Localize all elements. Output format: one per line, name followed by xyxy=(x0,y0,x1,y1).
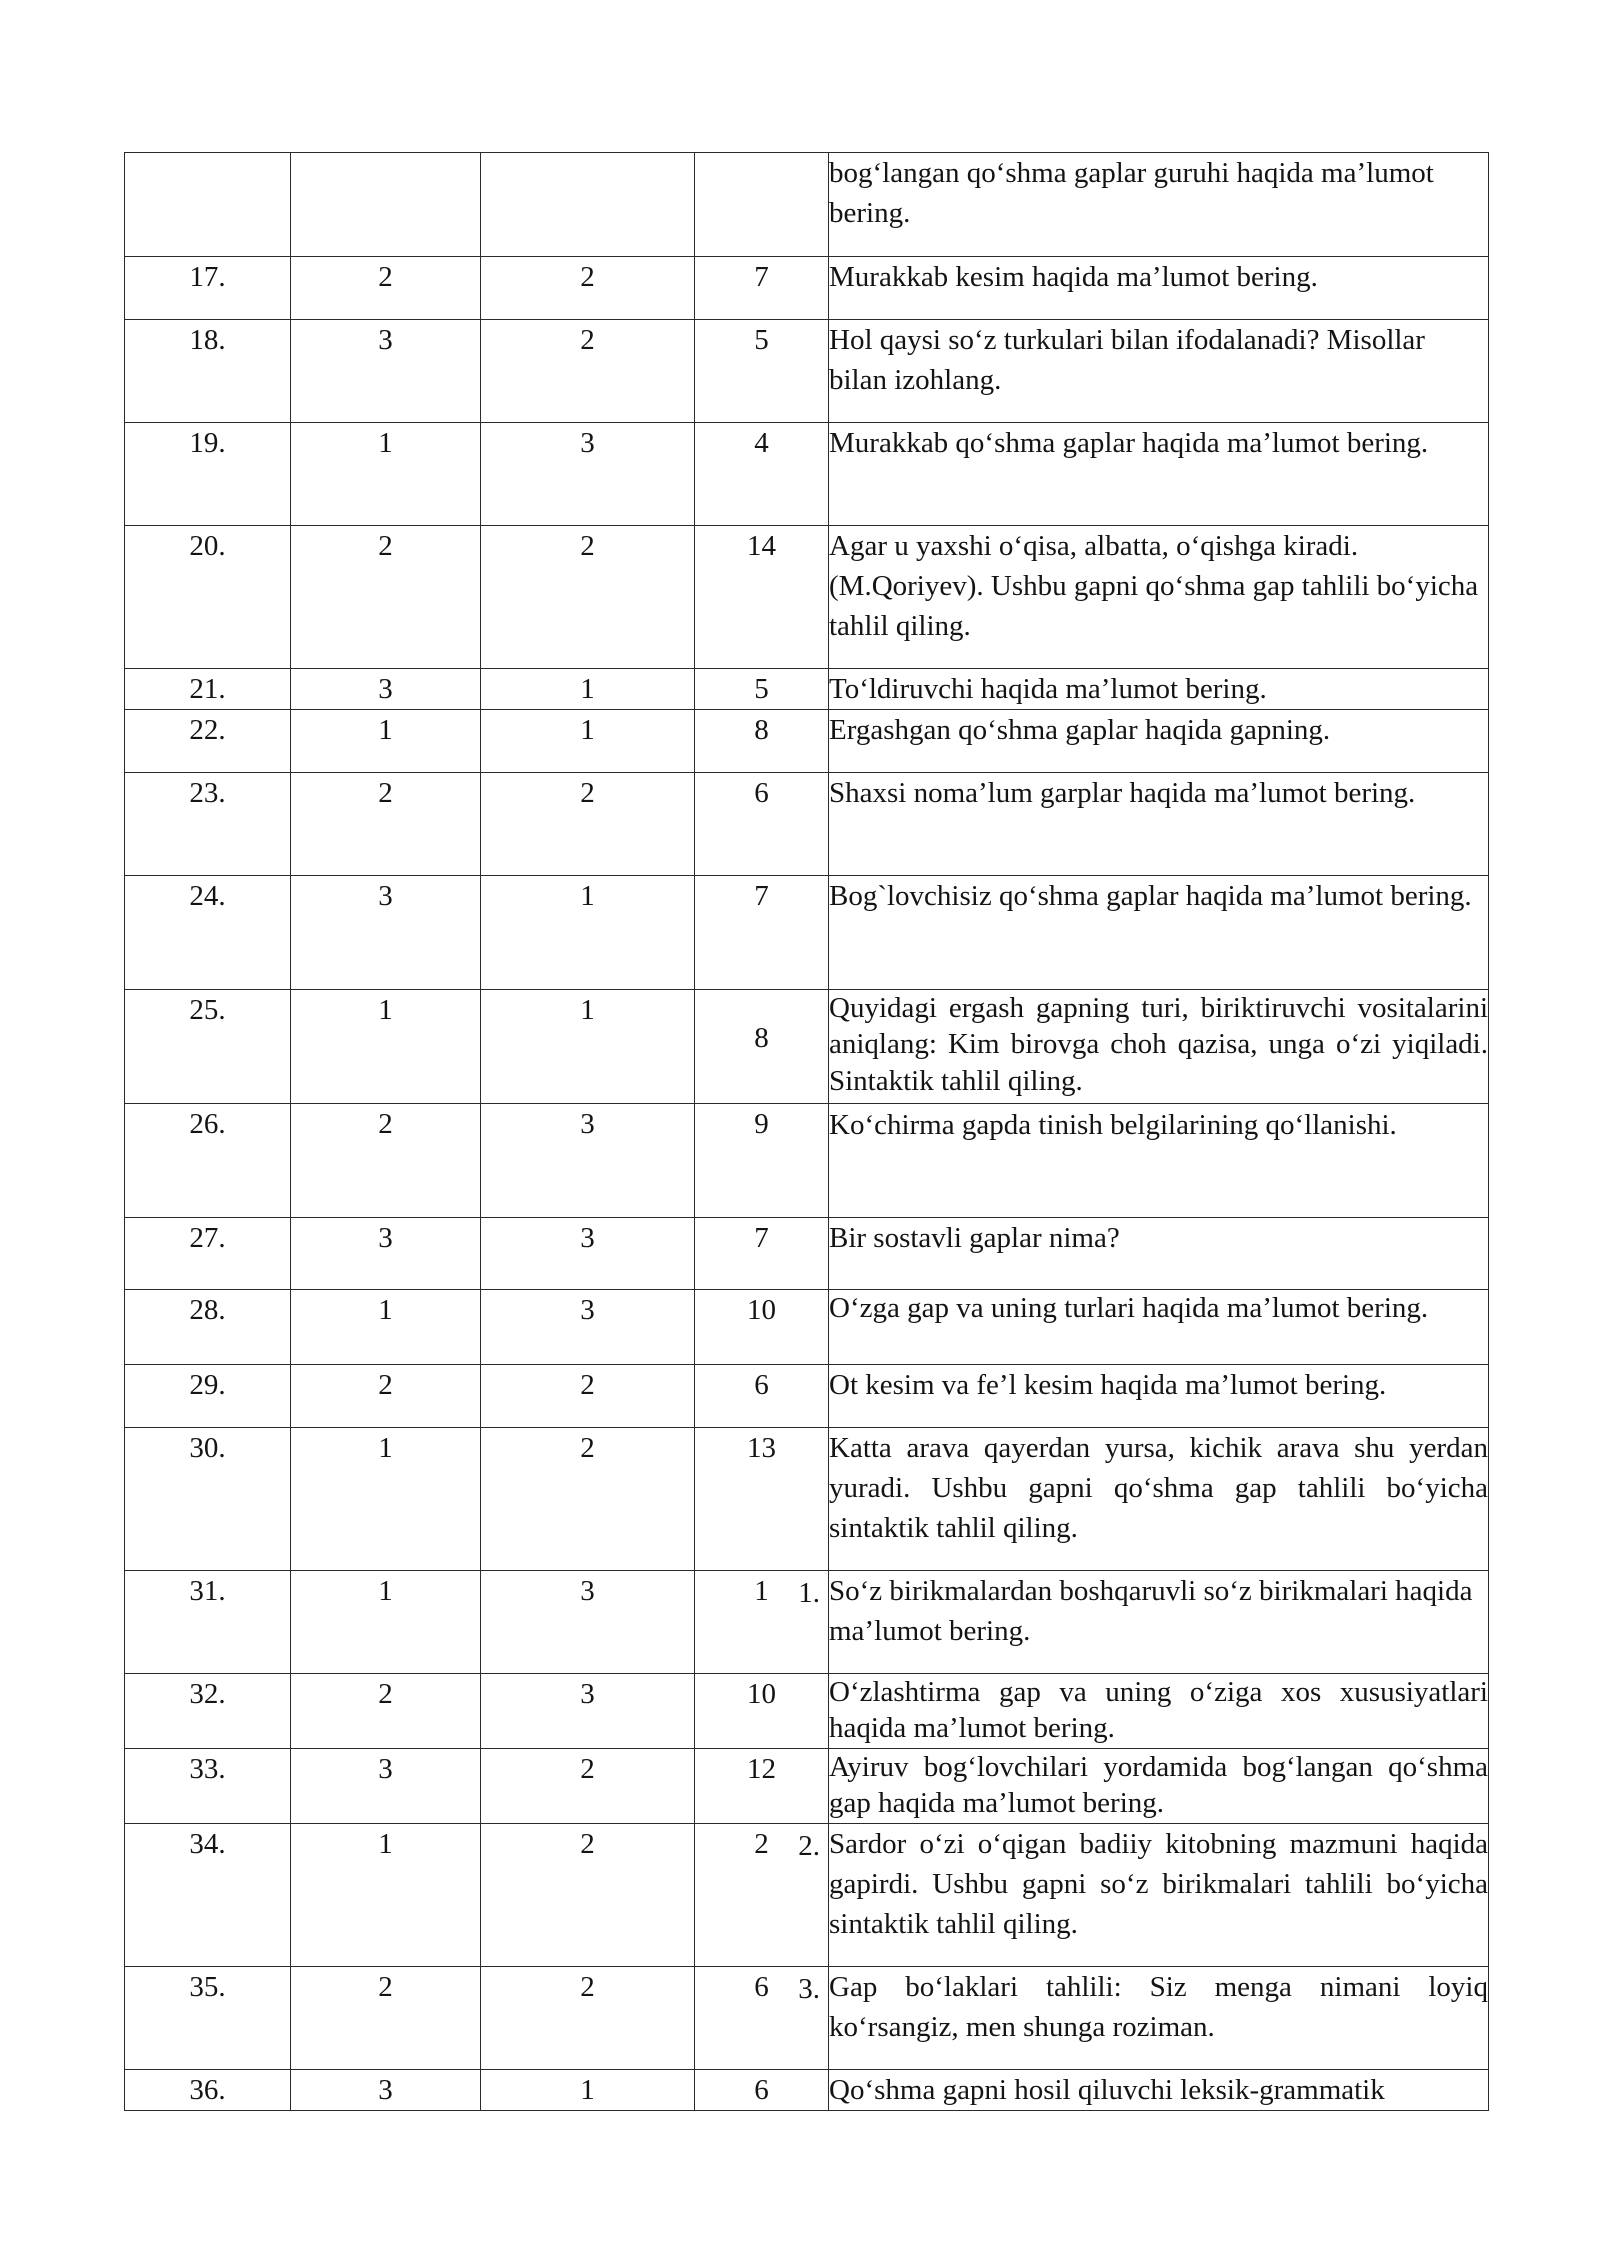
value-cell-3 xyxy=(695,1749,829,1824)
value-cell-1: 3 xyxy=(291,1218,481,1290)
value-cell-3-prefix: 3. xyxy=(798,1973,820,2006)
value-cell-3-text: 12 xyxy=(747,1753,776,1786)
value-cell-3 xyxy=(695,1428,829,1571)
value-cell-1: 1 xyxy=(291,1290,481,1365)
table-row xyxy=(125,1571,1489,1674)
value-cell-3-text: 7 xyxy=(754,1222,769,1255)
value-cell-3 xyxy=(695,526,829,669)
table-row xyxy=(125,1365,1489,1428)
row-number: 24. xyxy=(125,876,291,990)
value-cell-3-text: 10 xyxy=(747,1678,776,1711)
value-cell-3-prefix: 2. xyxy=(798,1830,820,1863)
value-cell-1: 3 xyxy=(291,2070,481,2111)
value-cell-3 xyxy=(695,990,829,1104)
row-number: 26. xyxy=(125,1104,291,1218)
value-cell-3-text: 7 xyxy=(754,261,769,293)
value-cell-1: 1 xyxy=(291,1428,481,1571)
value-cell-3-text: 1 xyxy=(754,1575,769,1608)
table-row xyxy=(125,2070,1489,2111)
question-text: Murakkab kesim haqida ma’lumot bering. xyxy=(829,257,1489,320)
value-cell-3-text: 5 xyxy=(754,324,769,356)
table-row xyxy=(125,990,1489,1104)
value-cell-3 xyxy=(695,1290,829,1365)
value-cell-2: 2 xyxy=(481,1749,695,1824)
value-cell-3-prefix: 1. xyxy=(798,1577,820,1610)
question-text: Bog`lovchisiz qo‘shma gaplar haqida ma’lumot bering. xyxy=(829,876,1489,990)
question-text: Ergashgan qo‘shma gaplar haqida gapning. xyxy=(829,710,1489,773)
value-cell-2 xyxy=(481,153,695,257)
value-cell-1 xyxy=(291,153,481,257)
value-cell-1: 2 xyxy=(291,1104,481,1218)
table-row xyxy=(125,1290,1489,1365)
table-row xyxy=(125,423,1489,526)
value-cell-2: 1 xyxy=(481,2070,695,2111)
value-cell-2: 3 xyxy=(481,1104,695,1218)
value-cell-2: 1 xyxy=(481,710,695,773)
value-cell-1: 1 xyxy=(291,1824,481,1967)
table-row xyxy=(125,876,1489,990)
value-cell-3 xyxy=(695,423,829,526)
value-cell-3-text: 2 xyxy=(754,1828,769,1861)
question-text: bog‘langan qo‘shma gaplar guruhi haqida ma’lumot bering. xyxy=(829,153,1489,257)
value-cell-2: 2 xyxy=(481,320,695,423)
value-cell-3 xyxy=(695,710,829,773)
value-cell-3-text: 6 xyxy=(754,1971,769,2004)
value-cell-1: 1 xyxy=(291,423,481,526)
value-cell-2: 3 xyxy=(481,1674,695,1749)
row-number: 31. xyxy=(125,1571,291,1674)
value-cell-3-text: 6 xyxy=(754,1369,769,1402)
value-cell-3-text: 4 xyxy=(754,427,769,459)
value-cell-3-text: 9 xyxy=(754,1108,769,1141)
value-cell-2: 1 xyxy=(481,990,695,1104)
table-row xyxy=(125,1218,1489,1290)
question-text: Gap bo‘laklari tahlili: Siz menga nimani loyiq ko‘rsangiz, men shunga roziman. xyxy=(829,1967,1489,2070)
question-text: Ayiruv bog‘lovchilari yordamida bog‘langan qo‘shma gap haqida ma’lumot bering. xyxy=(829,1749,1489,1824)
value-cell-2: 1 xyxy=(481,669,695,710)
question-text: Ot kesim va fe’l kesim haqida ma’lumot bering. xyxy=(829,1365,1489,1428)
row-number: 21. xyxy=(125,669,291,710)
value-cell-3 xyxy=(695,2070,829,2111)
value-cell-3-text: 5 xyxy=(754,673,769,705)
value-cell-1: 3 xyxy=(291,320,481,423)
value-cell-3 xyxy=(695,1365,829,1428)
value-cell-1: 3 xyxy=(291,1749,481,1824)
value-cell-3 xyxy=(695,669,829,710)
value-cell-3-text: 8 xyxy=(754,714,769,747)
value-cell-1: 1 xyxy=(291,710,481,773)
value-cell-2: 1 xyxy=(481,876,695,990)
row-number: 20. xyxy=(125,526,291,669)
row-number: 33. xyxy=(125,1749,291,1824)
question-text: Bir sostavli gaplar nima? xyxy=(829,1218,1489,1290)
question-text: So‘z birikmalardan boshqaruvli so‘z birikmalari haqida ma’lumot bering. xyxy=(829,1571,1489,1674)
table-row xyxy=(125,1967,1489,2070)
value-cell-3 xyxy=(695,1104,829,1218)
question-text: Qo‘shma gapni hosil qiluvchi leksik-grammatik xyxy=(829,2070,1489,2111)
table-row xyxy=(125,669,1489,710)
value-cell-3 xyxy=(695,876,829,990)
row-number: 18. xyxy=(125,320,291,423)
table-row xyxy=(125,526,1489,669)
question-text: Hol qaysi so‘z turkulari bilan ifodalanadi? Misollar bilan izohlang. xyxy=(829,320,1489,423)
value-cell-3-text: 6 xyxy=(754,2074,769,2107)
question-text: Agar u yaxshi o‘qisa, albatta, o‘qishga kiradi. (M.Qoriyev). Ushbu gapni qo‘shma gap tahlili bo‘yicha tahlil qiling. xyxy=(829,526,1489,669)
row-number: 29. xyxy=(125,1365,291,1428)
table-row xyxy=(125,1749,1489,1824)
value-cell-2: 2 xyxy=(481,1365,695,1428)
value-cell-1: 3 xyxy=(291,669,481,710)
value-cell-3 xyxy=(695,1218,829,1290)
row-number: 32. xyxy=(125,1674,291,1749)
table-row xyxy=(125,257,1489,320)
value-cell-3 xyxy=(695,1824,829,1967)
question-text: To‘ldiruvchi haqida ma’lumot bering. xyxy=(829,669,1489,710)
value-cell-1: 2 xyxy=(291,773,481,876)
value-cell-2: 3 xyxy=(481,1290,695,1365)
row-number: 36. xyxy=(125,2070,291,2111)
table-row xyxy=(125,710,1489,773)
value-cell-3 xyxy=(695,1967,829,2070)
value-cell-3-text: 10 xyxy=(747,1294,776,1327)
question-text: Quyidagi ergash gapning turi, biriktiruvchi vositalarini aniqlang: Kim birovga choh qazisa, unga o‘zi yiqiladi. Sintaktik tahlil qiling. xyxy=(829,990,1489,1104)
value-cell-2: 2 xyxy=(481,1428,695,1571)
question-text: O‘zlashtirma gap va uning o‘ziga xos xususiyatlari haqida ma’lumot bering. xyxy=(829,1674,1489,1749)
value-cell-2: 2 xyxy=(481,1967,695,2070)
question-text: Ko‘chirma gapda tinish belgilarining qo‘llanishi. xyxy=(829,1104,1489,1218)
value-cell-1: 2 xyxy=(291,526,481,669)
row-number: 17. xyxy=(125,257,291,320)
row-number: 23. xyxy=(125,773,291,876)
value-cell-2: 2 xyxy=(481,1824,695,1967)
value-cell-3 xyxy=(695,257,829,320)
row-number: 27. xyxy=(125,1218,291,1290)
value-cell-3-text: 7 xyxy=(754,880,769,913)
value-cell-3-text: 13 xyxy=(747,1432,776,1465)
value-cell-2: 2 xyxy=(481,526,695,669)
row-number: 30. xyxy=(125,1428,291,1571)
value-cell-3 xyxy=(695,1571,829,1674)
table-row xyxy=(125,1674,1489,1749)
value-cell-1: 1 xyxy=(291,1571,481,1674)
row-number: 35. xyxy=(125,1967,291,2070)
table-row xyxy=(125,1428,1489,1571)
value-cell-2: 3 xyxy=(481,1218,695,1290)
row-number: 22. xyxy=(125,710,291,773)
value-cell-3-text: 8 xyxy=(754,1022,769,1055)
question-text: Murakkab qo‘shma gaplar haqida ma’lumot bering. xyxy=(829,423,1489,526)
value-cell-1: 1 xyxy=(291,990,481,1104)
value-cell-1: 3 xyxy=(291,876,481,990)
row-number: 19. xyxy=(125,423,291,526)
value-cell-3-text: 14 xyxy=(747,530,776,562)
question-text: O‘zga gap va uning turlari haqida ma’lumot bering. xyxy=(829,1290,1489,1365)
value-cell-3 xyxy=(695,320,829,423)
question-text: Katta arava qayerdan yursa, kichik arava shu yerdan yuradi. Ushbu gapni qo‘shma gap tahlili bo‘yicha sintaktik tahlil qiling. xyxy=(829,1428,1489,1571)
table-row xyxy=(125,773,1489,876)
row-number: 25. xyxy=(125,990,291,1104)
questions-table xyxy=(124,152,1489,2111)
value-cell-1: 2 xyxy=(291,1365,481,1428)
value-cell-3-text: 6 xyxy=(754,777,769,810)
value-cell-1: 2 xyxy=(291,1674,481,1749)
value-cell-2: 2 xyxy=(481,257,695,320)
value-cell-2: 3 xyxy=(481,423,695,526)
table-row xyxy=(125,1824,1489,1967)
value-cell-2: 2 xyxy=(481,773,695,876)
table-row xyxy=(125,1104,1489,1218)
question-text: Sardor o‘zi o‘qigan badiiy kitobning mazmuni haqida gapirdi. Ushbu gapni so‘z birikmalari tahlili bo‘yicha sintaktik tahlil qiling. xyxy=(829,1824,1489,1967)
row-number: 34. xyxy=(125,1824,291,1967)
row-number: 28. xyxy=(125,1290,291,1365)
question-text: Shaxsi noma’lum garplar haqida ma’lumot bering. xyxy=(829,773,1489,876)
table-row xyxy=(125,153,1489,257)
value-cell-1: 2 xyxy=(291,1967,481,2070)
value-cell-2: 3 xyxy=(481,1571,695,1674)
row-number xyxy=(125,153,291,257)
value-cell-3 xyxy=(695,773,829,876)
value-cell-3 xyxy=(695,1674,829,1749)
value-cell-3 xyxy=(695,153,829,257)
value-cell-1: 2 xyxy=(291,257,481,320)
table-row xyxy=(125,320,1489,423)
